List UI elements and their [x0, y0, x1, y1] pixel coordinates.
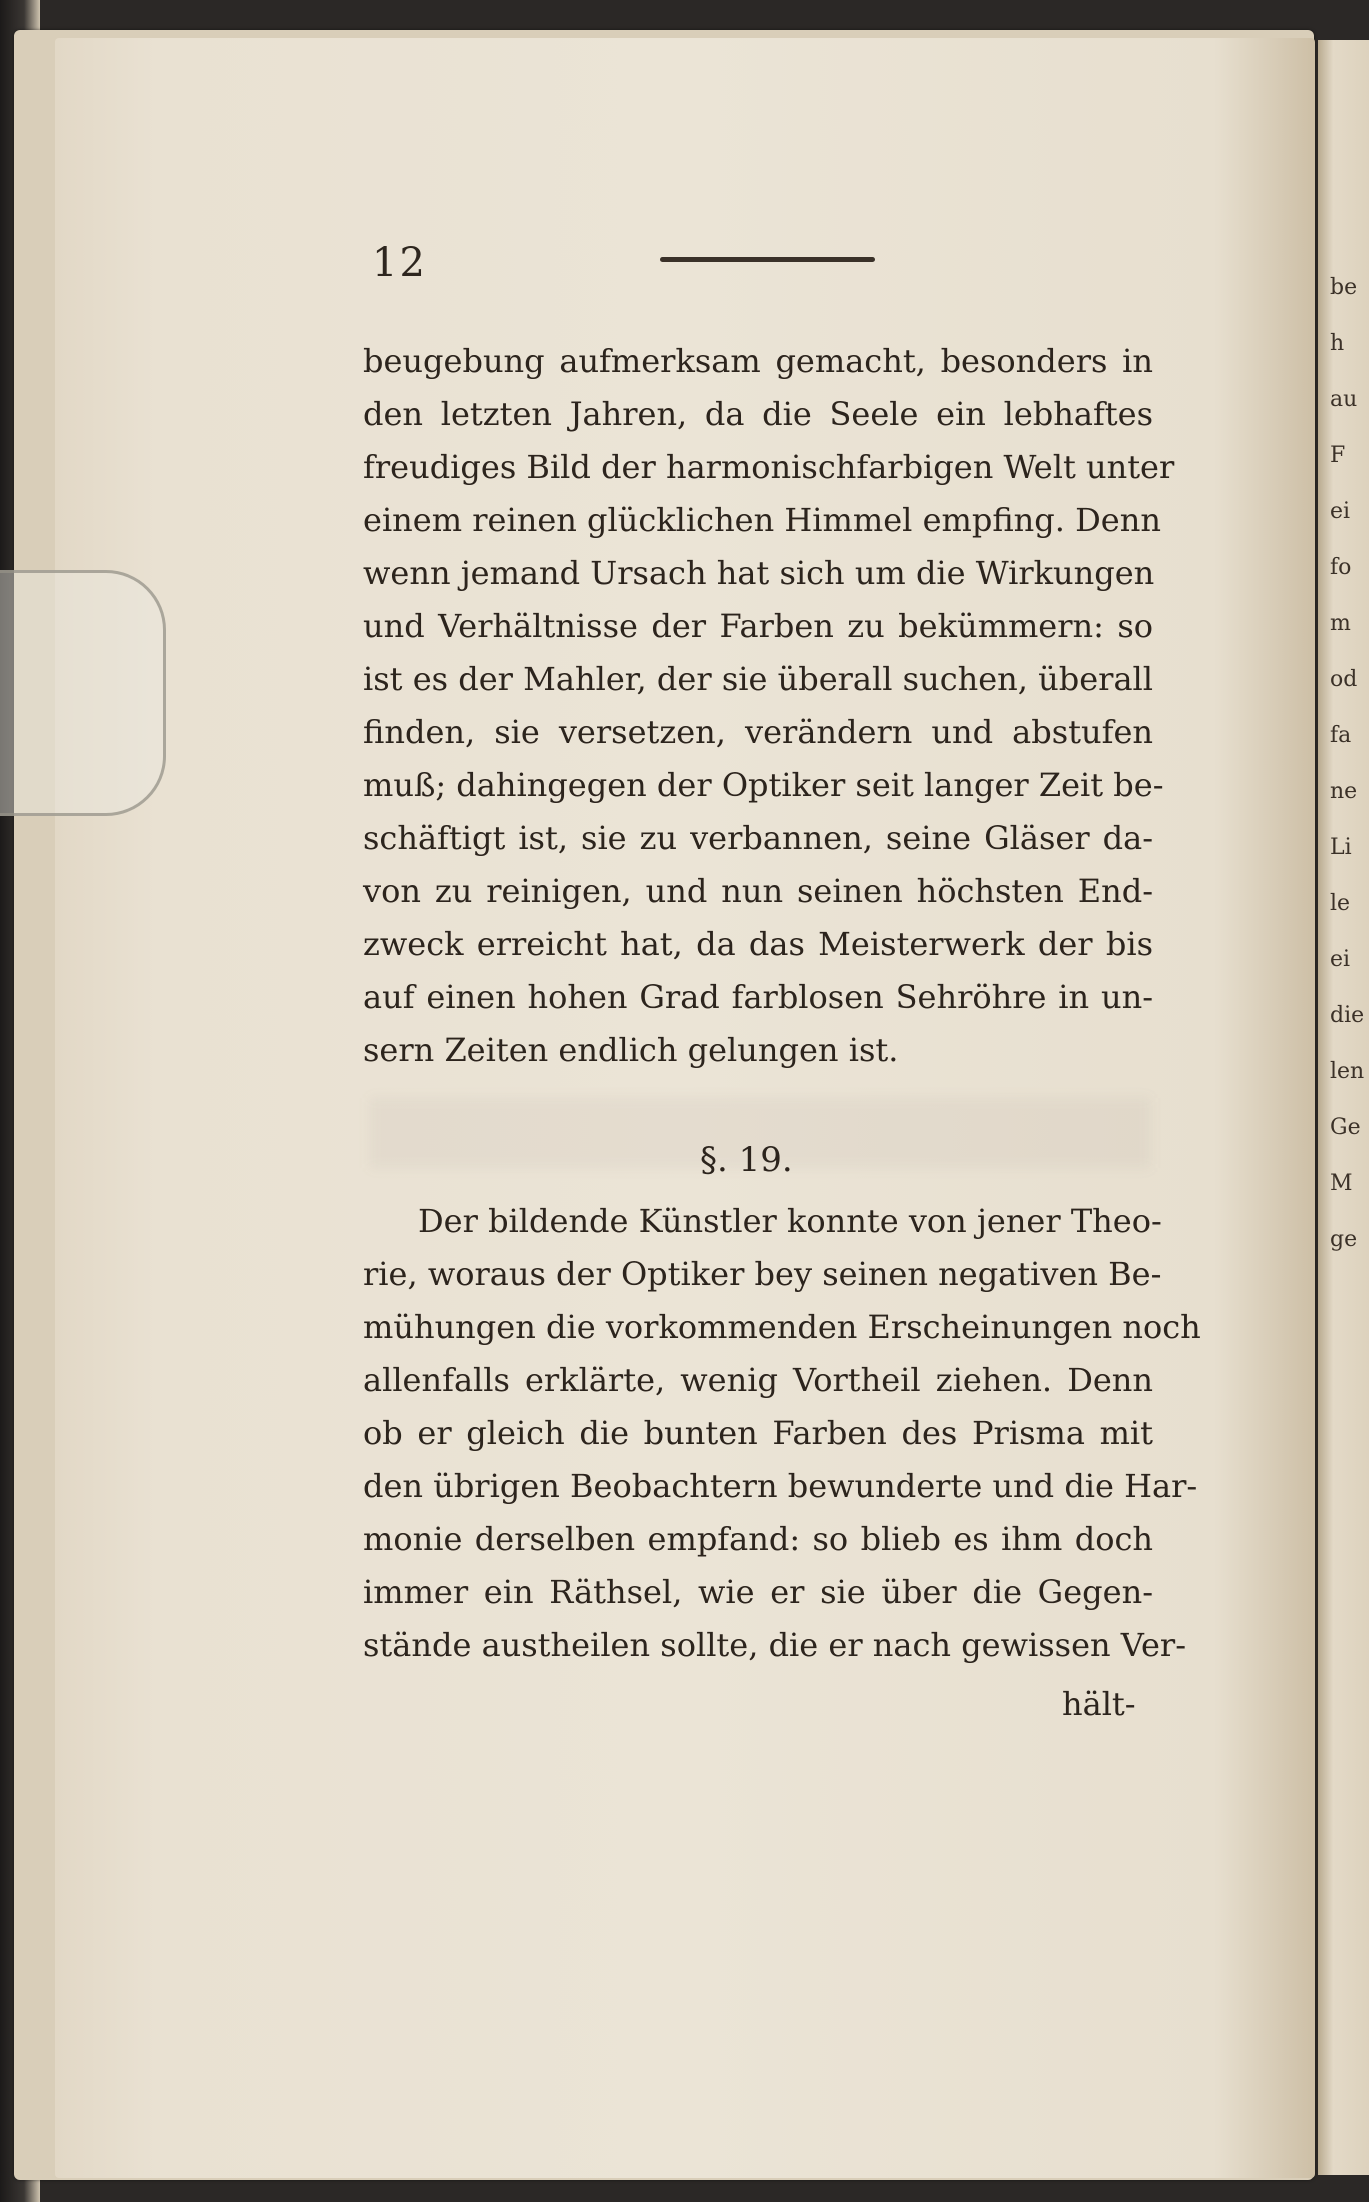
text-line: beugebung aufmerksam gemacht, besonders in: [363, 342, 1153, 380]
text-line: wenn jemand Ursach hat sich um die Wirkungen: [363, 554, 1155, 592]
text-line: zweck erreicht hat, da das Meisterwerk der bis: [363, 925, 1153, 963]
text-line: einem reinen glücklichen Himmel empfing. Denn: [363, 501, 1161, 539]
text-line: stände austheilen sollte, die er nach gewissen Ver-: [363, 1626, 1187, 1664]
paragraph-1: [363, 335, 1175, 1077]
text-line: mühungen die vorkommenden Erscheinungen noch: [363, 1308, 1201, 1346]
text-line: den übrigen Beobachtern bewunderte und die Har-: [363, 1467, 1198, 1505]
text-line: allenfalls erklärte, wenig Vortheil ziehen. Denn: [363, 1361, 1153, 1399]
text-line: sern Zeiten endlich gelungen ist.: [363, 1031, 899, 1069]
paragraph-2: [363, 1195, 1201, 1672]
text-line: freudiges Bild der harmonischfarbigen Welt unter: [363, 448, 1175, 486]
section-heading: §. 19.: [700, 1140, 793, 1180]
text-line: rie, woraus der Optiker bey seinen negativen Be-: [363, 1255, 1162, 1293]
facing-page-text-fragments: be h au F ei fo m od fa ne Li le ei die len Ge M ge: [1330, 275, 1365, 1252]
text-line: schäftigt ist, sie zu verbannen, seine Gläser da-: [363, 819, 1153, 857]
text-line: und Verhältnisse der Farben zu bekümmern: so: [363, 607, 1153, 645]
text-line: monie derselben empfand: so blieb es ihm doch: [363, 1520, 1153, 1558]
header-rule: [660, 257, 875, 262]
text-line: ob er gleich die bunten Farben des Prisma mit: [363, 1414, 1153, 1452]
catchword: hält-: [1062, 1685, 1136, 1723]
text-line: auf einen hohen Grad farblosen Sehröhre in un-: [363, 978, 1153, 1016]
text-line: finden, sie versetzen, verändern und abstufen: [363, 713, 1153, 751]
text-line: muß; dahingegen der Optiker seit langer Zeit be-: [363, 766, 1164, 804]
text-line: immer ein Räthsel, wie er sie über die Gegen-: [363, 1573, 1153, 1611]
page-number: 12: [372, 240, 427, 286]
text-line: von zu reinigen, und nun seinen höchsten End-: [363, 872, 1153, 910]
text-line: Der bildende Künstler konnte von jener Theo-: [418, 1202, 1162, 1240]
text-line: ist es der Mahler, der sie überall suchen, überall: [363, 660, 1153, 698]
bookmark-clip: [0, 570, 166, 816]
text-line: den letzten Jahren, da die Seele ein lebhaftes: [363, 395, 1153, 433]
